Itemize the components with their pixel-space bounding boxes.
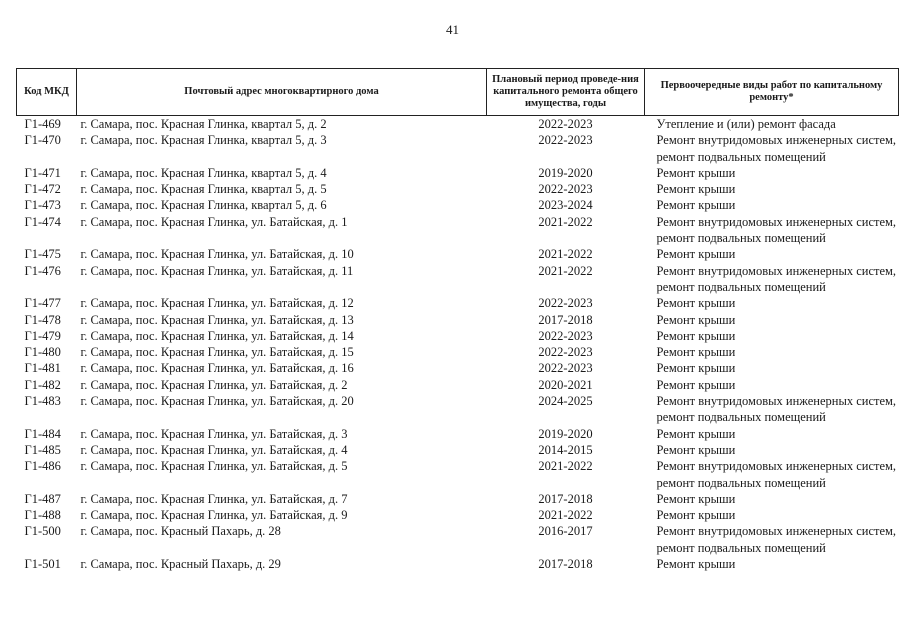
cell-code: Г1-475 <box>24 247 61 262</box>
cell-address: г. Самара, пос. Красная Глинка, квартал 5, д. 3 <box>80 133 327 148</box>
cell-period: 2022-2023 <box>538 296 593 311</box>
cell-works <box>645 360 899 376</box>
cell-period: 2017-2018 <box>538 491 593 506</box>
cell-period: 2022-2023 <box>538 133 593 148</box>
table-row <box>17 377 899 393</box>
cell-works <box>645 523 899 556</box>
table-row <box>17 181 899 197</box>
cell-period: 2021-2022 <box>538 214 593 229</box>
cell-works <box>645 426 899 442</box>
table-row <box>17 116 899 133</box>
cell-works <box>645 246 899 262</box>
works-line: Ремонт крыши <box>656 426 736 441</box>
cell-works <box>645 295 899 311</box>
works-line: Ремонт крыши <box>656 182 736 197</box>
works-line: Ремонт крыши <box>656 361 736 376</box>
cell-address: г. Самара, пос. Красная Глинка, ул. Батайская, д. 20 <box>80 394 354 409</box>
header-period: Плановый период проведе-ния капитального ремонта общего имущества, годы <box>487 69 645 116</box>
cell-period: 2021-2022 <box>538 508 593 523</box>
cell-code: Г1-476 <box>24 263 61 278</box>
header-code: Код МКД <box>17 69 77 116</box>
cell-period: 2022-2023 <box>538 182 593 197</box>
cell-works <box>645 214 899 247</box>
cell-code: Г1-479 <box>24 328 61 343</box>
works-line: Ремонт внутридомовых инженерных систем, <box>656 263 897 278</box>
cell-period: 2019-2020 <box>538 426 593 441</box>
table-row <box>17 344 899 360</box>
cell-works <box>645 442 899 458</box>
cell-period: 2017-2018 <box>538 312 593 327</box>
cell-address: г. Самара, пос. Красная Глинка, ул. Батайская, д. 4 <box>80 442 348 457</box>
table-row <box>17 263 899 296</box>
page-number: 41 <box>446 22 459 37</box>
cell-code: Г1-483 <box>24 394 61 409</box>
cell-address: г. Самара, пос. Красная Глинка, ул. Батайская, д. 12 <box>80 296 354 311</box>
cell-period: 2020-2021 <box>538 377 593 392</box>
table-row <box>17 295 899 311</box>
works-line: Ремонт крыши <box>656 377 736 392</box>
cell-address: г. Самара, пос. Красная Глинка, ул. Батайская, д. 10 <box>80 247 354 262</box>
cell-period: 2019-2020 <box>538 165 593 180</box>
works-line: Ремонт крыши <box>656 312 736 327</box>
table-header-row <box>17 69 899 116</box>
cell-works <box>645 132 899 165</box>
table-row <box>17 328 899 344</box>
table-row <box>17 507 899 523</box>
cell-period: 2022-2023 <box>538 328 593 343</box>
table-row <box>17 442 899 458</box>
table-row <box>17 491 899 507</box>
cell-period: 2024-2025 <box>538 394 593 409</box>
cell-works <box>645 197 899 213</box>
cell-address: г. Самара, пос. Красная Глинка, ул. Батайская, д. 7 <box>80 491 348 506</box>
cell-works <box>645 377 899 393</box>
cell-code: Г1-480 <box>24 345 61 360</box>
works-line: Ремонт крыши <box>656 165 736 180</box>
works-line: ремонт подвальных помещений <box>656 540 826 555</box>
cell-code: Г1-474 <box>24 214 61 229</box>
cell-works <box>645 458 899 491</box>
cell-code: Г1-501 <box>24 557 61 572</box>
cell-address: г. Самара, пос. Красная Глинка, квартал 5, д. 4 <box>80 165 327 180</box>
cell-code: Г1-500 <box>24 524 61 539</box>
cell-period: 2022-2023 <box>538 117 593 131</box>
works-line: Ремонт внутридомовых инженерных систем, <box>656 524 897 539</box>
cell-address: г. Самара, пос. Красный Пахарь, д. 29 <box>80 557 281 572</box>
works-line: Ремонт крыши <box>656 328 736 343</box>
table-body <box>17 116 899 573</box>
cell-address: г. Самара, пос. Красная Глинка, ул. Батайская, д. 15 <box>80 345 354 360</box>
works-line: Утепление и (или) ремонт фасада <box>656 117 836 131</box>
cell-address: г. Самара, пос. Красная Глинка, ул. Батайская, д. 16 <box>80 361 354 376</box>
cell-address: г. Самара, пос. Красная Глинка, ул. Батайская, д. 9 <box>80 508 348 523</box>
cell-period: 2021-2022 <box>538 247 593 262</box>
table-row <box>17 132 899 165</box>
works-line: Ремонт крыши <box>656 247 736 262</box>
table-row <box>17 393 899 426</box>
cell-address: г. Самара, пос. Красная Глинка, ул. Батайская, д. 11 <box>80 263 354 278</box>
cell-works <box>645 116 899 133</box>
cell-code: Г1-488 <box>24 508 61 523</box>
cell-period: 2017-2018 <box>538 557 593 572</box>
cell-code: Г1-477 <box>24 296 61 311</box>
cell-address: г. Самара, пос. Красный Пахарь, д. 28 <box>80 524 281 539</box>
cell-code: Г1-469 <box>24 117 61 131</box>
table-row <box>17 458 899 491</box>
cell-code: Г1-471 <box>24 165 61 180</box>
works-line: Ремонт крыши <box>656 296 736 311</box>
cell-period: 2014-2015 <box>538 442 593 457</box>
cell-works <box>645 181 899 197</box>
works-line: Ремонт внутридомовых инженерных систем, <box>656 133 897 148</box>
cell-address: г. Самара, пос. Красная Глинка, ул. Батайская, д. 14 <box>80 328 354 343</box>
table-row <box>17 523 899 556</box>
works-line: Ремонт крыши <box>656 198 736 213</box>
cell-address: г. Самара, пос. Красная Глинка, квартал 5, д. 6 <box>80 198 327 213</box>
cell-works <box>645 393 899 426</box>
cell-address: г. Самара, пос. Красная Глинка, ул. Батайская, д. 13 <box>80 312 354 327</box>
works-line: Ремонт внутридомовых инженерных систем, <box>656 459 897 474</box>
cell-code: Г1-482 <box>24 377 61 392</box>
table-row <box>17 312 899 328</box>
cell-period: 2021-2022 <box>538 459 593 474</box>
works-line: ремонт подвальных помещений <box>656 410 826 425</box>
cell-works <box>645 165 899 181</box>
cell-works <box>645 491 899 507</box>
cell-works <box>645 263 899 296</box>
table-row <box>17 214 899 247</box>
cell-address: г. Самара, пос. Красная Глинка, ул. Батайская, д. 1 <box>80 214 348 229</box>
works-line: Ремонт крыши <box>656 345 736 360</box>
cell-address: г. Самара, пос. Красная Глинка, квартал 5, д. 5 <box>80 182 327 197</box>
housing-repair-table <box>16 68 899 572</box>
table-row <box>17 556 899 572</box>
cell-period: 2022-2023 <box>538 361 593 376</box>
cell-address: г. Самара, пос. Красная Глинка, ул. Батайская, д. 3 <box>80 426 348 441</box>
works-line: Ремонт внутридомовых инженерных систем, <box>656 214 897 229</box>
cell-works <box>645 328 899 344</box>
cell-code: Г1-472 <box>24 182 61 197</box>
cell-period: 2016-2017 <box>538 524 593 539</box>
cell-code: Г1-470 <box>24 133 61 148</box>
table-row <box>17 165 899 181</box>
cell-address: г. Самара, пос. Красная Глинка, ул. Батайская, д. 5 <box>80 459 348 474</box>
cell-period: 2023-2024 <box>538 198 593 213</box>
cell-works <box>645 312 899 328</box>
cell-period: 2022-2023 <box>538 345 593 360</box>
header-address: Почтовый адрес многоквартирного дома <box>77 69 487 116</box>
works-line: ремонт подвальных помещений <box>656 279 826 294</box>
works-line: Ремонт крыши <box>656 491 736 506</box>
cell-works <box>645 556 899 572</box>
cell-code: Г1-485 <box>24 442 61 457</box>
cell-address: г. Самара, пос. Красная Глинка, ул. Батайская, д. 2 <box>80 377 348 392</box>
table-row <box>17 197 899 213</box>
table-row <box>17 360 899 376</box>
cell-code: Г1-481 <box>24 361 61 376</box>
cell-period: 2021-2022 <box>538 263 593 278</box>
cell-works <box>645 507 899 523</box>
works-line: ремонт подвальных помещений <box>656 149 826 164</box>
cell-code: Г1-473 <box>24 198 61 213</box>
cell-works <box>645 344 899 360</box>
table-row <box>17 426 899 442</box>
works-line: Ремонт крыши <box>656 557 736 572</box>
cell-code: Г1-478 <box>24 312 61 327</box>
cell-code: Г1-487 <box>24 491 61 506</box>
cell-code: Г1-486 <box>24 459 61 474</box>
cell-code: Г1-484 <box>24 426 61 441</box>
header-works: Первоочередные виды работ по капитальному ремонту* <box>645 69 899 116</box>
works-line: ремонт подвальных помещений <box>656 475 826 490</box>
works-line: ремонт подвальных помещений <box>656 231 826 246</box>
cell-address: г. Самара, пос. Красная Глинка, квартал 5, д. 2 <box>80 117 327 131</box>
works-line: Ремонт крыши <box>656 442 736 457</box>
works-line: Ремонт крыши <box>656 508 736 523</box>
table-row <box>17 246 899 262</box>
works-line: Ремонт внутридомовых инженерных систем, <box>656 394 897 409</box>
